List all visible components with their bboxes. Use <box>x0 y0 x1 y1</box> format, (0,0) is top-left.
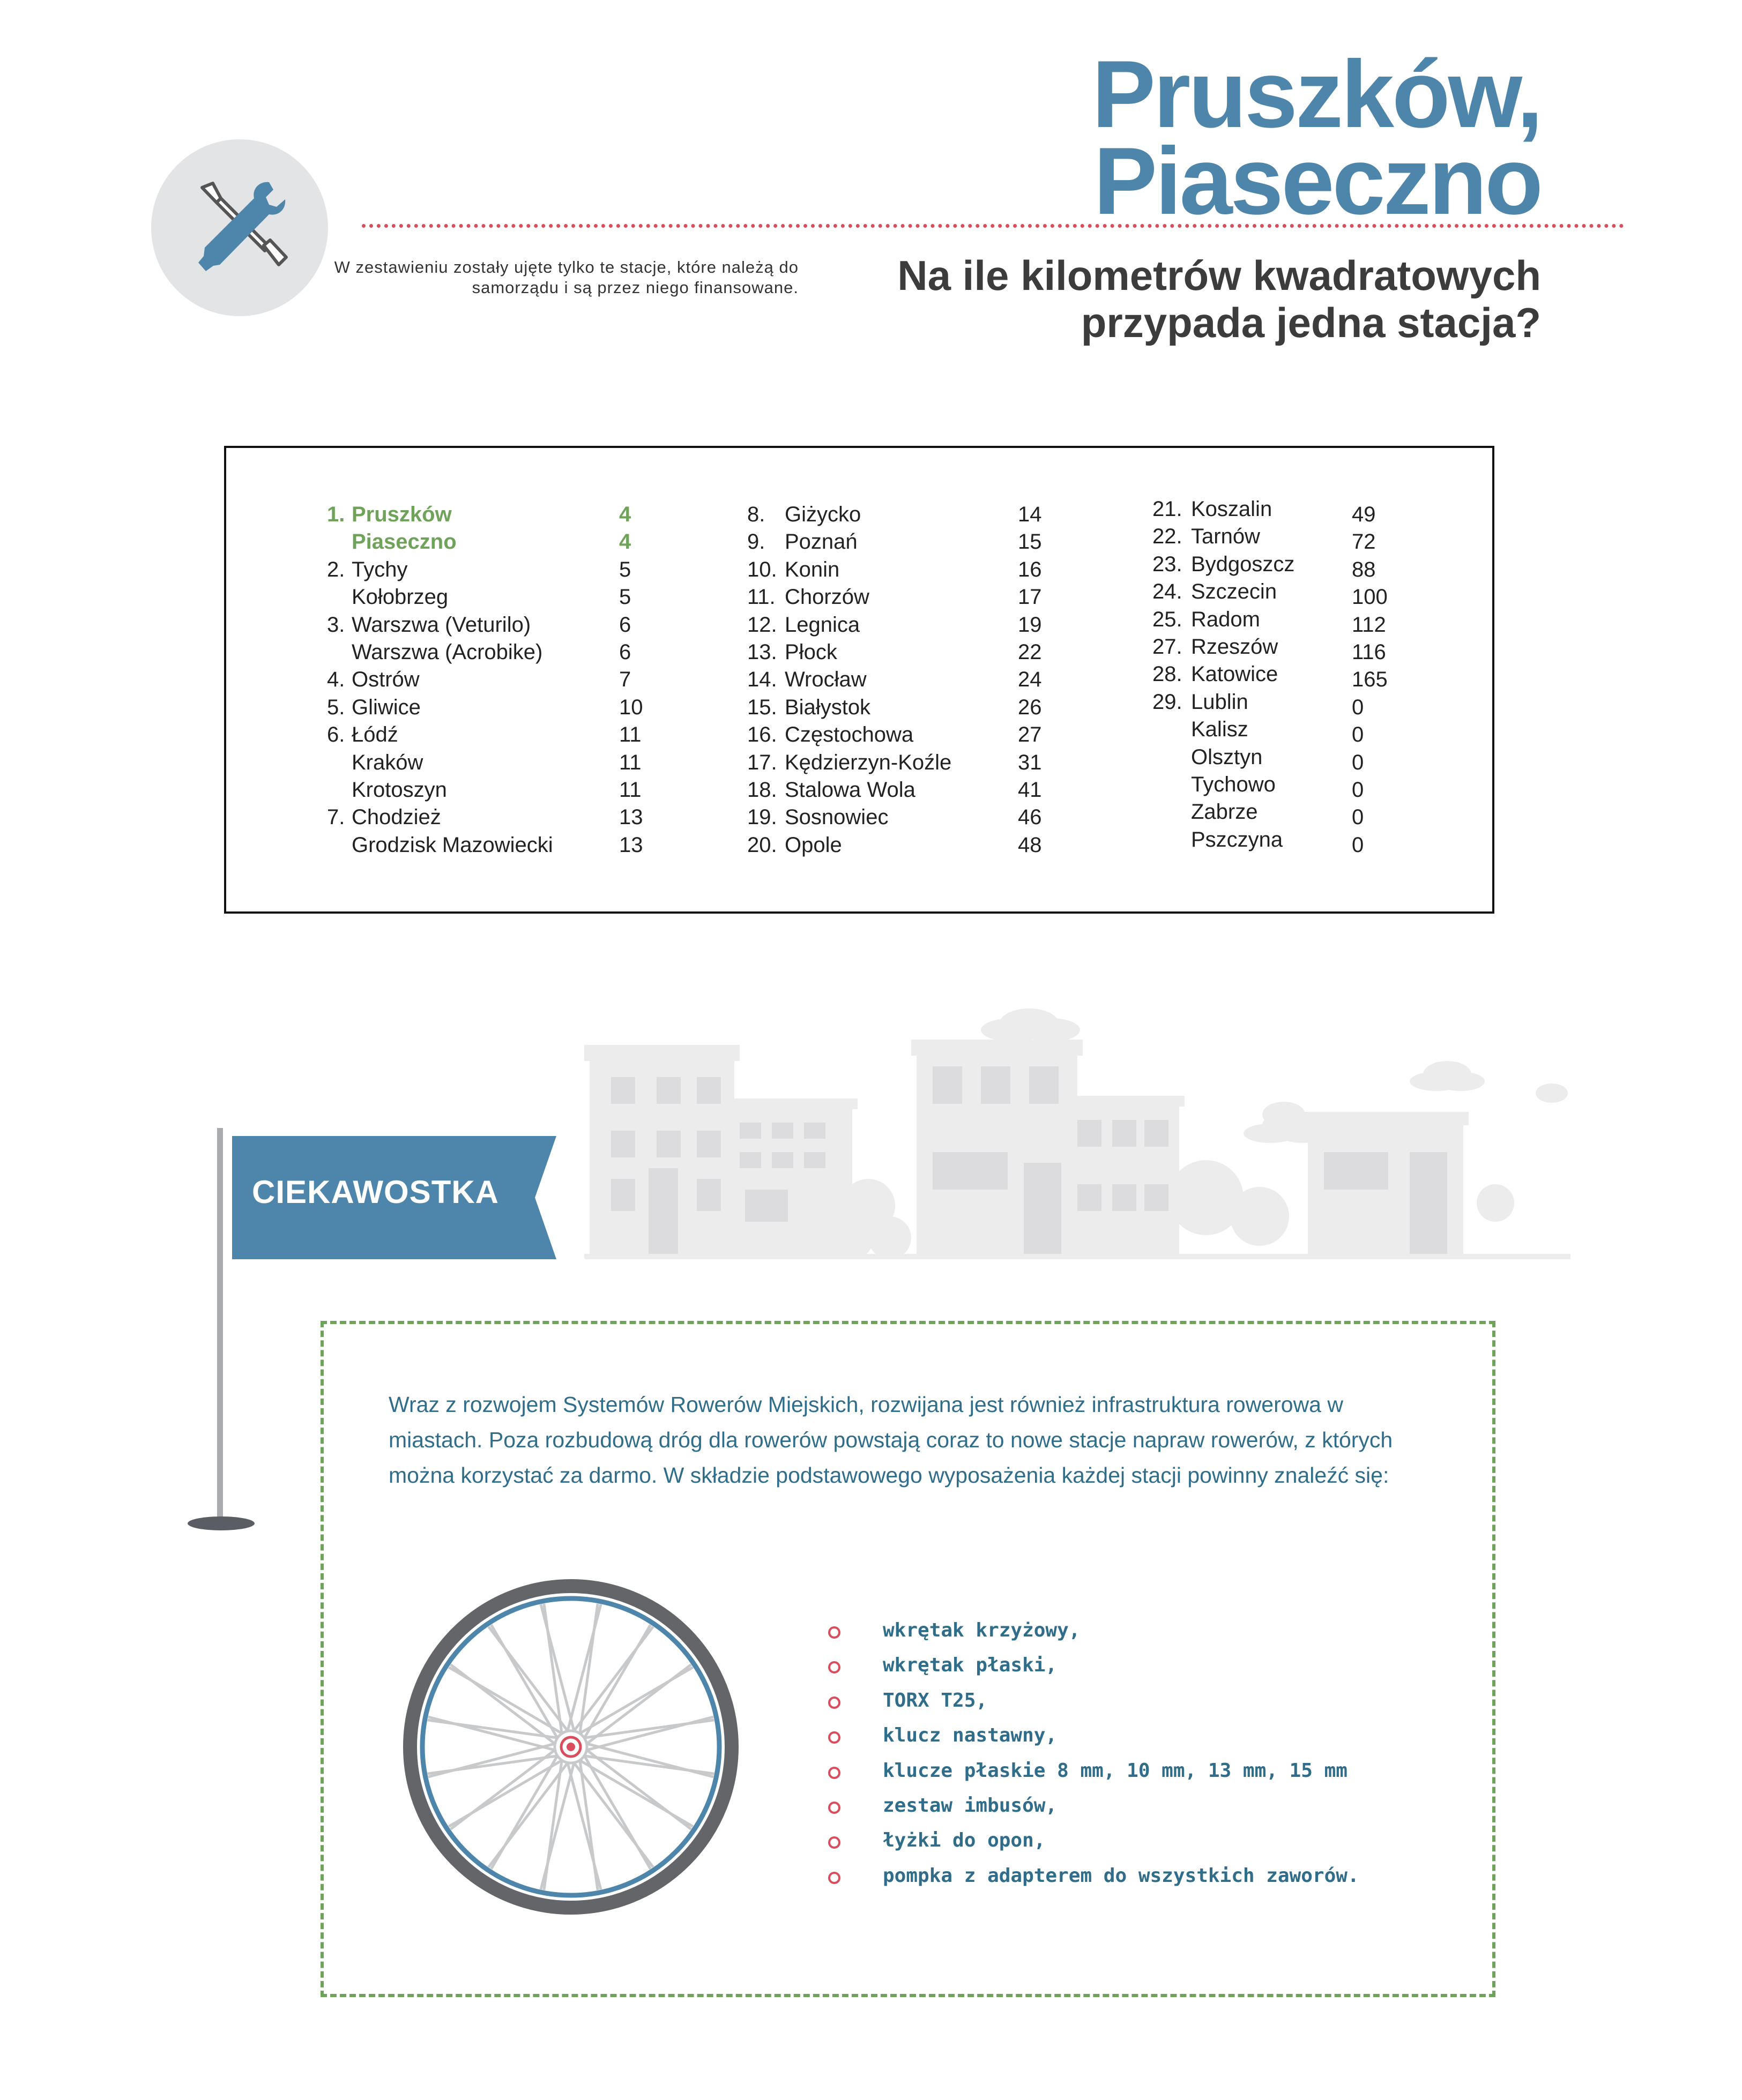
ranking-rank: 16. <box>747 723 777 747</box>
ranking-city: Pszczyna <box>1191 827 1283 851</box>
ranking-value: 6 <box>619 612 631 637</box>
flag-pole <box>217 1128 223 1524</box>
ranking-value: 165 <box>1352 668 1388 692</box>
ranking-city: Kalisz <box>1191 718 1248 742</box>
ranking-city: Piaseczno <box>352 530 457 554</box>
ranking-city: Giżycko <box>785 503 861 526</box>
ranking-city: Lublin <box>1191 690 1248 714</box>
ranking-rank: 9. <box>747 530 765 554</box>
tool-name: pompka z adapterem do wszystkich zaworów. <box>883 1864 1359 1887</box>
ranking-rank: 11. <box>747 585 776 609</box>
ranking-city: Warszwa (Acrobike) <box>352 640 543 664</box>
ranking-value: 13 <box>619 805 643 829</box>
ranking-city: Stalowa Wola <box>785 778 915 802</box>
ranking-city: Tarnów <box>1191 525 1260 549</box>
ranking-city: Warszwa (Veturilo) <box>352 612 531 637</box>
section-question <box>897 252 1541 346</box>
tool-name: klucze płaskie 8 mm, 10 mm, 13 mm, 15 mm <box>883 1759 1348 1782</box>
ranking-value: 112 <box>1352 612 1386 637</box>
ranking-city: Krotoszyn <box>352 778 447 802</box>
ranking-city: Tychy <box>352 557 408 581</box>
ranking-rank: 2. <box>327 557 345 581</box>
ranking-rank: 6. <box>327 723 345 747</box>
ranking-value: 7 <box>619 668 631 692</box>
ranking-city: Szczecin <box>1191 580 1277 604</box>
title-line-2: Piaseczno <box>1093 128 1541 234</box>
ranking-value: 46 <box>1018 805 1042 829</box>
wheel-spoke <box>451 1747 559 1829</box>
ranking-value: 4 <box>619 503 631 526</box>
ranking-rank: 29. <box>1152 690 1182 714</box>
ranking-city: Płock <box>785 640 837 664</box>
ranking-rank: 3. <box>327 612 345 637</box>
ranking-value: 17 <box>1018 585 1042 609</box>
ranking-value: 48 <box>1018 833 1042 857</box>
ranking-rank: 24. <box>1152 580 1182 604</box>
ranking-value: 15 <box>1018 530 1042 554</box>
ranking-city: Zabrze <box>1191 800 1258 824</box>
ranking-city: Chodzież <box>352 805 441 829</box>
ranking-city: Koszalin <box>1191 497 1272 521</box>
ranking-rank: 10. <box>747 557 777 581</box>
ranking-value: 11 <box>619 723 642 747</box>
ranking-value: 24 <box>1018 668 1042 692</box>
ranking-value: 0 <box>1352 750 1364 774</box>
ranking-rank: 17. <box>747 750 777 774</box>
city-skyline-illustration <box>568 991 1576 1270</box>
flag-pole-base <box>188 1516 255 1530</box>
ranking-rank: 14. <box>747 668 777 692</box>
ranking-city: Rzeszów <box>1191 634 1278 659</box>
tool-name: wkrętak płaski, <box>883 1654 1058 1677</box>
ranking-rank: 22. <box>1152 525 1182 549</box>
ranking-city: Legnica <box>785 612 860 637</box>
ranking-rank: 12. <box>747 612 777 637</box>
ranking-rank: 19. <box>747 805 777 829</box>
ranking-rank: 25. <box>1152 607 1182 631</box>
wheel-spoke <box>488 1627 571 1735</box>
ranking-value: 0 <box>1352 723 1364 747</box>
tools-icon-badge <box>151 139 328 316</box>
ranking-value: 49 <box>1352 503 1376 526</box>
title-divider <box>362 224 1624 228</box>
bullet-circle-icon <box>828 1767 840 1779</box>
ranking-value: 5 <box>619 557 631 581</box>
ranking-city: Opole <box>785 833 842 857</box>
ranking-city: Kołobrzeg <box>352 585 449 609</box>
ranking-rank: 5. <box>327 695 345 719</box>
ranking-city: Ostrów <box>352 668 420 692</box>
ranking-city: Pruszków <box>352 503 452 526</box>
wrench-screwdriver-icon <box>189 177 291 279</box>
ranking-city: Gliwice <box>352 695 421 719</box>
ranking-value: 11 <box>619 750 642 774</box>
ranking-rank: 8. <box>747 503 765 526</box>
ranking-value: 11 <box>619 778 642 802</box>
ranking-city: Łódź <box>352 723 398 747</box>
ranking-value: 13 <box>619 833 643 857</box>
bullet-circle-icon <box>828 1802 840 1814</box>
fun-fact-intro: Wraz z rozwojem Systemów Rowerów Miejskich, rozwijana jest również infrastruktura rowerowa w miastach. Poza rozbudową dróg dla rowerów powstają coraz to nowe stacje napraw rowerów, z których można korzystać za darmo. W składzie podstawowego wyposażenia każdej stacji powinny znaleźć się: <box>389 1392 1393 1488</box>
subtitle-line-2: przypada jedna stacja? <box>1081 299 1541 346</box>
ranking-value: 116 <box>1352 640 1386 664</box>
ranking-value: 27 <box>1018 723 1042 747</box>
ranking-city: Katowice <box>1191 662 1278 686</box>
bullet-circle-icon <box>828 1872 840 1884</box>
ranking-value: 0 <box>1352 805 1364 829</box>
ranking-value: 31 <box>1018 750 1042 774</box>
ranking-rank: 20. <box>747 833 777 857</box>
ranking-city: Kraków <box>352 750 423 774</box>
ranking-city: Częstochowa <box>785 723 914 747</box>
ranking-value: 4 <box>619 530 631 554</box>
ranking-rank: 27. <box>1152 634 1182 659</box>
scope-note: W zestawieniu zostały ujęte tylko te stacje, które należą do samorządu i są przez niego finansowane. <box>334 258 799 297</box>
tool-name: TORX T25, <box>883 1689 988 1712</box>
ranking-city: Konin <box>785 557 840 581</box>
ranking-rank: 21. <box>1152 497 1182 521</box>
tool-name: zestaw imbusów, <box>883 1794 1058 1817</box>
ranking-rank: 28. <box>1152 662 1182 686</box>
ranking-city: Poznań <box>785 530 858 554</box>
ranking-value: 26 <box>1018 695 1042 719</box>
tool-name: klucz nastawny, <box>883 1724 1058 1747</box>
ranking-value: 16 <box>1018 557 1042 581</box>
subtitle-line-1: Na ile kilometrów kwadratowych <box>897 252 1541 299</box>
ranking-city: Białystok <box>785 695 871 719</box>
ranking-value: 14 <box>1018 503 1042 526</box>
ranking-value: 0 <box>1352 695 1364 719</box>
ranking-value: 5 <box>619 585 631 609</box>
ranking-rank: 7. <box>327 805 345 829</box>
ranking-value: 0 <box>1352 778 1364 802</box>
page-title <box>1092 41 1541 234</box>
ranking-city: Radom <box>1191 607 1260 631</box>
bullet-circle-icon <box>828 1697 840 1709</box>
ranking-city: Bydgoszcz <box>1191 552 1295 576</box>
bicycle-wheel-icon <box>399 1575 742 1918</box>
wheel-spoke <box>571 1759 653 1867</box>
ranking-city: Grodzisk Mazowiecki <box>352 833 553 857</box>
bullet-circle-icon <box>828 1626 840 1639</box>
ranking-city: Sosnowiec <box>785 805 889 829</box>
ranking-city: Tychowo <box>1191 772 1276 796</box>
ranking-value: 10 <box>619 695 643 719</box>
ranking-rank: 23. <box>1152 552 1182 576</box>
tool-name: wkrętak krzyżowy, <box>883 1619 1081 1641</box>
tool-name: łyżki do opon, <box>883 1829 1046 1852</box>
ranking-city: Kędzierzyn-Koźle <box>785 750 952 774</box>
ranking-value: 22 <box>1018 640 1042 664</box>
ranking-value: 6 <box>619 640 631 664</box>
banner-label: CIEKAWOSTKA <box>252 1174 499 1210</box>
ranking-value: 72 <box>1352 530 1376 554</box>
ranking-value: 88 <box>1352 557 1376 581</box>
ranking-city: Wrocław <box>785 668 867 692</box>
ranking-rank: 13. <box>747 640 777 664</box>
ranking-rank: 15. <box>747 695 777 719</box>
ranking-city: Olsztyn <box>1191 745 1263 769</box>
ranking-rank: 1. <box>327 503 345 526</box>
ranking-value: 41 <box>1018 778 1042 802</box>
ranking-value: 19 <box>1018 612 1042 637</box>
ranking-rank: 4. <box>327 668 345 692</box>
title-line-1: Pruszków, <box>1092 41 1541 147</box>
ranking-value: 100 <box>1352 585 1388 609</box>
ranking-city: Chorzów <box>785 585 869 609</box>
ranking-rank: 18. <box>747 778 777 802</box>
ranking-value: 0 <box>1352 833 1364 857</box>
